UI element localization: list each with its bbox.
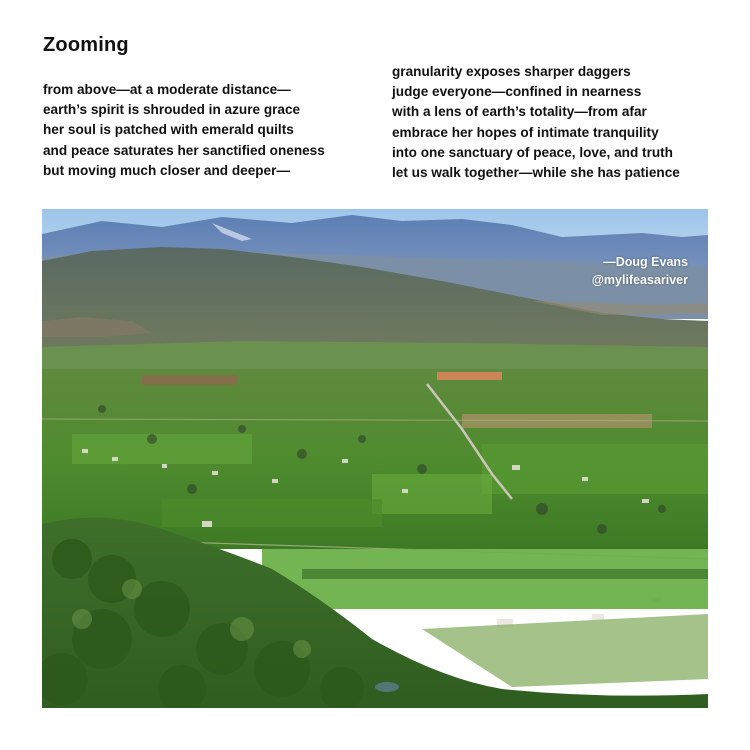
poem-line: but moving much closer and deeper— (43, 162, 290, 178)
poem-line: judge everyone—confined in nearness (392, 84, 642, 100)
poem-line: embrace her hopes of intimate tranquility (392, 124, 659, 140)
poem-left-column (43, 80, 325, 181)
poem-line: and peace saturates her sanctified oneness (43, 142, 325, 158)
poem-line: earth’s spirit is shrouded in azure grace (43, 102, 301, 118)
poem-right-column (392, 62, 680, 183)
photo-credit (592, 253, 688, 289)
credit-handle: @mylifeasariver (591, 273, 688, 287)
poem-line: her soul is patched with emerald quilts (43, 122, 294, 138)
poem-line: with a lens of earth’s totality—from afar (392, 104, 647, 120)
poem-title: Zooming (43, 34, 129, 56)
landscape-photo (42, 209, 708, 708)
poem-line: into one sanctuary of peace, love, and truth (392, 144, 673, 160)
credit-author: —Doug Evans (603, 255, 688, 269)
poem-line: from above—at a moderate distance— (43, 82, 291, 97)
poem-line: let us walk together—while she has patience (392, 165, 680, 181)
poem-line: granularity exposes sharper daggers (392, 64, 631, 79)
